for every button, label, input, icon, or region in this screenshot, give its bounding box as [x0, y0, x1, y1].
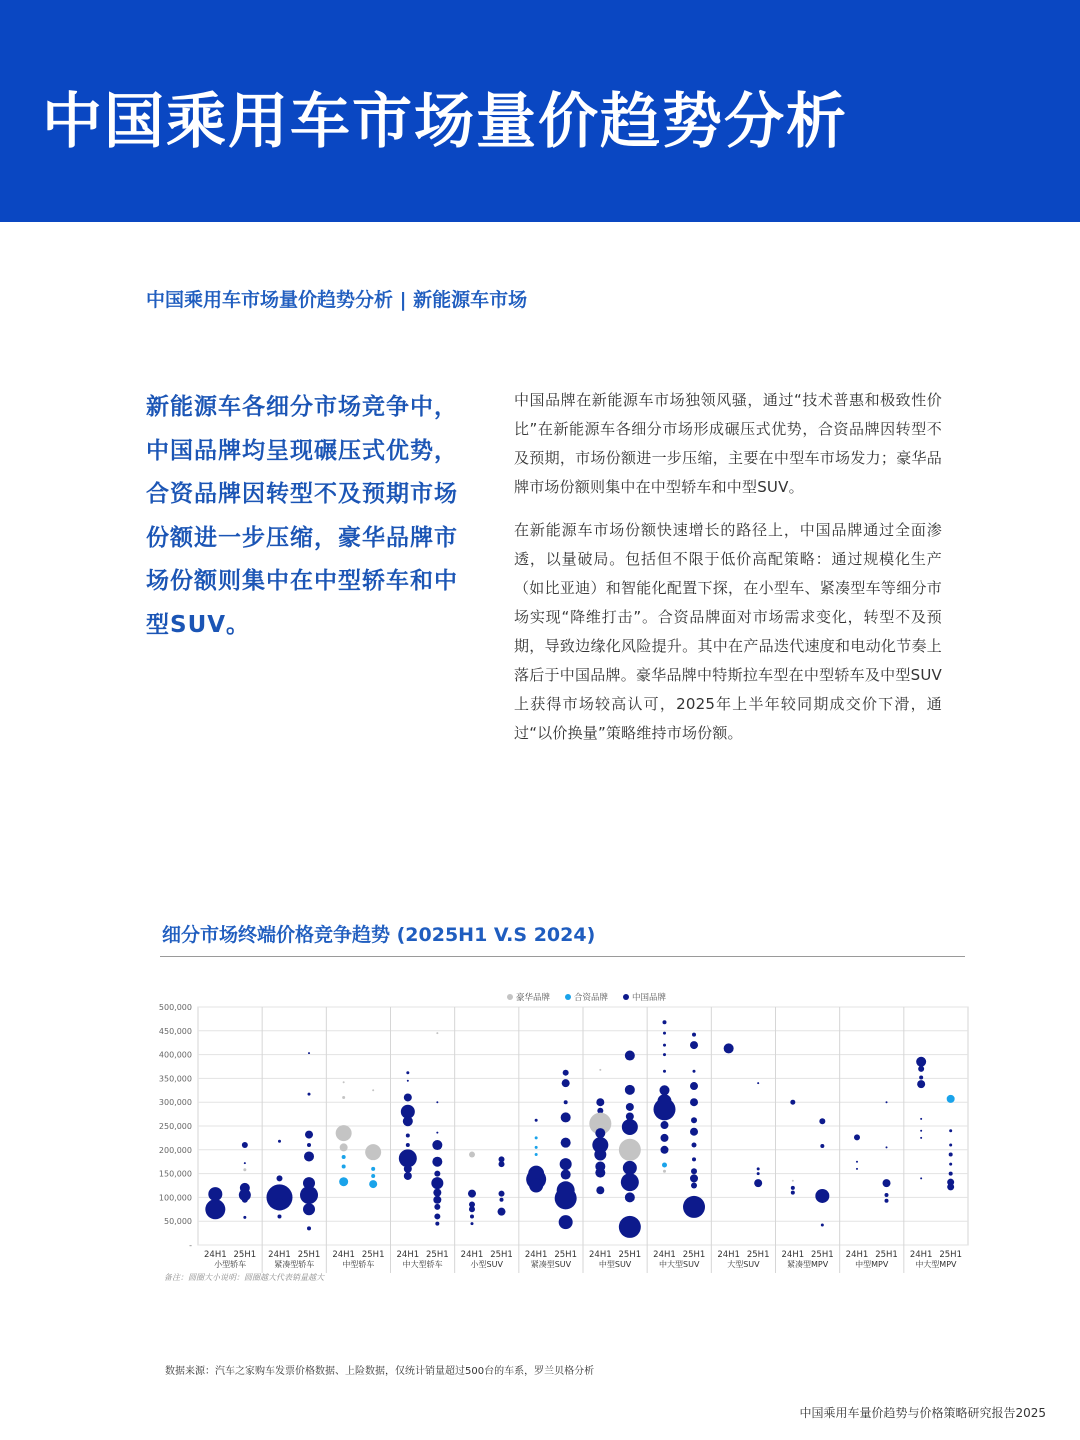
data-bubble — [690, 1128, 698, 1136]
data-bubble — [595, 1168, 605, 1178]
data-bubble — [690, 1174, 698, 1182]
data-bubble — [815, 1189, 829, 1203]
data-bubble — [619, 1216, 641, 1238]
data-bubble — [535, 1146, 538, 1149]
data-bubble — [434, 1204, 440, 1210]
data-bubble — [307, 1226, 311, 1230]
data-bubble — [949, 1163, 952, 1166]
data-bubble — [626, 1103, 634, 1111]
data-bubble — [436, 1101, 438, 1103]
data-bubble — [561, 1170, 571, 1180]
x-period-label: 25H1 — [618, 1250, 642, 1260]
data-bubble — [792, 1180, 794, 1182]
legend-marker — [565, 994, 571, 1000]
data-bubble — [342, 1155, 346, 1159]
y-tick-label: 500,000 — [158, 1003, 192, 1012]
y-tick-label: 100,000 — [158, 1193, 192, 1203]
chart-note: 备注：圆圈大小说明：圆圈越大代表销量越大 — [164, 1273, 324, 1282]
data-bubble — [406, 1071, 409, 1074]
data-bubble — [856, 1161, 858, 1163]
data-bubble — [468, 1190, 476, 1198]
x-period-label: 24H1 — [717, 1250, 740, 1260]
data-bubble — [434, 1213, 440, 1219]
data-bubble — [432, 1140, 442, 1150]
data-bubble — [790, 1100, 795, 1105]
body-paragraph-1: 中国品牌在新能源车市场独领风骚，通过“技术普惠和极致性价比”在新能源车各细分市场形成碾压式优势，合资品牌因转型不及预期，市场份额进一步压缩，主要在中型车市场发力；豪华品牌市场份额则集中在中型轿车和中型SUV。 — [514, 391, 942, 496]
data-bubble — [791, 1191, 795, 1195]
data-bubble — [663, 1053, 666, 1056]
x-period-label: 25H1 — [554, 1250, 577, 1260]
legend-label: 合资品牌 — [574, 993, 609, 1003]
x-period-label: 24H1 — [524, 1250, 548, 1260]
data-bubble — [920, 1177, 922, 1179]
data-bubble — [535, 1119, 538, 1122]
data-bubble — [208, 1187, 222, 1201]
legend-marker — [507, 994, 513, 1000]
legend-marker — [623, 994, 629, 1000]
x-period-label: 24H1 — [909, 1250, 933, 1260]
data-bubble — [625, 1192, 635, 1202]
data-bubble — [919, 1075, 923, 1079]
page-title: 中国乘用车市场量价趋势分析 — [42, 87, 848, 157]
data-bubble — [854, 1134, 860, 1140]
data-bubble — [560, 1158, 572, 1170]
data-bubble — [343, 1081, 345, 1083]
data-bubble — [886, 1146, 888, 1148]
data-bubble — [372, 1089, 374, 1091]
data-bubble — [660, 1146, 668, 1154]
data-bubble — [599, 1069, 601, 1071]
data-bubble — [757, 1167, 760, 1170]
data-bubble — [561, 1138, 571, 1148]
data-bubble — [949, 1172, 953, 1176]
data-bubble — [621, 1173, 639, 1191]
data-bubble — [303, 1203, 315, 1215]
data-bubble — [757, 1172, 760, 1175]
legend-label: 中国品牌 — [632, 993, 667, 1003]
data-bubble — [432, 1157, 442, 1167]
x-period-label: 25H1 — [361, 1250, 385, 1260]
data-bubble — [885, 1193, 889, 1197]
body-text — [514, 386, 942, 762]
x-period-label: 24H1 — [589, 1250, 612, 1260]
data-bubble — [920, 1137, 922, 1139]
y-tick-label: 250,000 — [158, 1122, 192, 1131]
data-bubble — [404, 1093, 412, 1101]
x-period-label: 25H1 — [490, 1250, 513, 1260]
data-bubble — [622, 1119, 638, 1135]
data-bubble — [436, 1032, 438, 1034]
y-tick-label: 150,000 — [158, 1169, 192, 1179]
bubble-chart — [150, 985, 980, 1285]
data-bubble — [273, 1199, 285, 1211]
data-bubble — [305, 1131, 313, 1139]
data-bubble — [277, 1214, 281, 1218]
data-bubble — [243, 1216, 246, 1219]
data-bubble — [754, 1179, 762, 1187]
data-bubble — [403, 1116, 413, 1126]
x-segment-label: 中型轿车 — [342, 1260, 375, 1269]
y-tick-label: 200,000 — [158, 1145, 192, 1155]
data-bubble — [820, 1144, 824, 1148]
data-bubble — [690, 1082, 698, 1090]
data-bubble — [404, 1165, 412, 1173]
data-bubble — [307, 1143, 311, 1147]
data-bubble — [663, 1070, 666, 1073]
data-bubble — [757, 1082, 759, 1084]
data-bubble — [342, 1164, 346, 1168]
y-tick-label: 300,000 — [158, 1098, 192, 1108]
x-period-label: 24H1 — [396, 1250, 420, 1260]
data-bubble — [594, 1149, 606, 1161]
data-bubble — [660, 1121, 668, 1129]
data-bubble — [564, 1100, 568, 1104]
data-bubble — [947, 1095, 955, 1103]
x-period-label: 24H1 — [204, 1250, 227, 1260]
data-bubble — [308, 1093, 311, 1096]
x-period-label: 24H1 — [268, 1250, 291, 1260]
data-bubble — [918, 1066, 924, 1072]
data-bubble — [690, 1098, 698, 1106]
data-bubble — [663, 1044, 666, 1047]
data-bubble — [469, 1206, 475, 1212]
x-segment-label: 中大型轿车 — [402, 1260, 443, 1269]
data-bubble — [691, 1168, 697, 1174]
data-bubble — [340, 1143, 348, 1151]
x-period-label: 25H1 — [939, 1250, 962, 1260]
data-bubble — [563, 1070, 569, 1076]
data-bubble — [404, 1172, 412, 1180]
data-bubble — [619, 1139, 641, 1161]
x-segment-label: 紧凑型SUV — [530, 1260, 572, 1269]
chart-title-divider — [160, 956, 965, 957]
data-bubble — [336, 1125, 352, 1141]
data-bubble — [886, 1101, 888, 1103]
data-bubble — [883, 1179, 891, 1187]
x-segment-label: 中型SUV — [598, 1260, 632, 1269]
x-segment-label: 中大型SUV — [659, 1260, 700, 1269]
x-period-label: 24H1 — [653, 1250, 676, 1260]
header-banner — [0, 0, 1080, 222]
data-bubble — [662, 1163, 667, 1168]
data-bubble — [205, 1199, 225, 1219]
data-bubble — [243, 1168, 246, 1171]
data-bubble — [690, 1041, 698, 1049]
x-period-label: 25H1 — [297, 1250, 321, 1260]
data-bubble — [692, 1033, 696, 1037]
data-bubble — [856, 1168, 858, 1170]
data-bubble — [470, 1222, 473, 1225]
data-bubble — [949, 1144, 952, 1147]
data-bubble — [663, 1170, 666, 1173]
data-bubble — [339, 1177, 348, 1186]
data-bubble — [304, 1151, 314, 1161]
data-bubble — [278, 1140, 281, 1143]
report-footer: 中国乘用车量价趋势与价格策略研究报告2025 — [799, 1406, 1046, 1420]
x-period-label: 24H1 — [460, 1250, 484, 1260]
data-bubble — [308, 1052, 310, 1054]
x-segment-label: 小型SUV — [470, 1260, 503, 1269]
data-bubble — [692, 1157, 696, 1161]
data-bubble — [947, 1183, 954, 1190]
body-paragraph-2: 在新能源车市场份额快速增长的路径上，中国品牌通过全面渗透，以量破局。包括但不限于低价高配策略：通过规模化生产（如比亚迪）和智能化配置下探，在小型车、紧凑型车等细分市场实现“降维打击”。合资品牌面对市场需求变化，转型不及预期，导致边缘化风险提升。其中在产品迭代速度和电动化节奏上落后于中国品牌。豪华品牌中特斯拉车型在中型轿车及中型SUV上获得市场较高认可，2025年上半年较同期成交价下滑，通过“以价换量”策略维持市场份额。 — [514, 521, 942, 742]
data-bubble — [562, 1079, 570, 1087]
data-bubble — [433, 1196, 441, 1204]
x-period-label: 25H1 — [875, 1250, 898, 1260]
data-bubble — [691, 1117, 697, 1123]
data-bubble — [535, 1153, 538, 1156]
data-bubble — [470, 1214, 474, 1218]
data-source-note: 数据来源：汽车之家购车发票价格数据、上险数据，仅统计销量超过500台的车系，罗兰贝格分析 — [165, 1366, 595, 1377]
y-tick-label: 50,000 — [164, 1217, 192, 1227]
data-bubble — [663, 1032, 666, 1035]
data-bubble — [625, 1085, 635, 1095]
data-bubble — [949, 1153, 953, 1157]
y-tick-label: 400,000 — [158, 1050, 192, 1060]
x-period-label: 25H1 — [426, 1250, 449, 1260]
data-bubble — [499, 1161, 505, 1167]
data-bubble — [693, 1070, 696, 1073]
data-bubble — [692, 1143, 697, 1148]
section-breadcrumb: 中国乘用车市场量价趋势分析 | 新能源车市场 — [146, 289, 528, 311]
data-bubble — [529, 1179, 543, 1193]
data-bubble — [916, 1057, 926, 1067]
data-bubble — [342, 1096, 345, 1099]
data-bubble — [559, 1215, 573, 1229]
data-bubble — [596, 1098, 604, 1106]
data-bubble — [242, 1142, 248, 1148]
data-bubble — [821, 1224, 824, 1227]
data-bubble — [499, 1191, 505, 1197]
data-bubble — [244, 1162, 246, 1164]
data-bubble — [433, 1189, 441, 1197]
data-bubble — [406, 1143, 410, 1147]
data-bubble — [885, 1199, 889, 1203]
y-tick-label: - — [189, 1241, 192, 1250]
data-bubble — [949, 1129, 952, 1132]
chart-title: 细分市场终端价格竞争趋势 (2025H1 V.S 2024) — [162, 924, 596, 946]
x-period-label: 25H1 — [233, 1250, 257, 1260]
data-bubble — [469, 1152, 475, 1158]
x-period-label: 24H1 — [845, 1250, 869, 1260]
data-bubble — [406, 1134, 410, 1138]
x-segment-label: 小型轿车 — [214, 1260, 247, 1269]
data-bubble — [653, 1098, 675, 1120]
x-period-label: 24H1 — [781, 1250, 805, 1260]
x-period-label: 24H1 — [332, 1250, 355, 1260]
data-bubble — [595, 1128, 605, 1138]
data-bubble — [242, 1197, 248, 1203]
data-bubble — [659, 1085, 669, 1095]
data-bubble — [920, 1118, 922, 1120]
data-bubble — [920, 1130, 922, 1132]
data-bubble — [431, 1177, 443, 1189]
data-bubble — [917, 1080, 925, 1088]
data-bubble — [596, 1186, 604, 1194]
data-bubble — [623, 1161, 637, 1175]
data-bubble — [399, 1149, 417, 1167]
data-bubble — [369, 1180, 377, 1188]
x-period-label: 25H1 — [811, 1250, 834, 1260]
data-bubble — [724, 1043, 734, 1053]
data-bubble — [407, 1080, 409, 1082]
y-tick-label: 450,000 — [158, 1026, 192, 1036]
data-bubble — [371, 1167, 375, 1171]
x-segment-label: 紧凑型MPV — [786, 1260, 829, 1269]
data-bubble — [436, 1132, 438, 1134]
data-bubble — [555, 1187, 577, 1209]
data-bubble — [660, 1134, 668, 1142]
data-bubble — [683, 1196, 705, 1218]
data-bubble — [819, 1118, 825, 1124]
x-segment-label: 中型MPV — [855, 1260, 889, 1269]
data-bubble — [498, 1208, 506, 1216]
lead-summary: 新能源车各细分市场竞争中，中国品牌均呈现碾压式优势，合资品牌因转型不及预期市场份额进一步压缩，豪华品牌市场份额则集中在中型轿车和中型SUV。 — [146, 394, 458, 638]
data-bubble — [276, 1175, 282, 1181]
data-bubble — [371, 1174, 375, 1178]
x-segment-label: 大型SUV — [727, 1260, 760, 1269]
x-period-label: 25H1 — [746, 1250, 770, 1260]
data-bubble — [300, 1186, 318, 1204]
data-bubble — [365, 1144, 381, 1160]
data-bubble — [625, 1051, 635, 1061]
data-bubble — [662, 1020, 666, 1024]
y-tick-label: 350,000 — [158, 1074, 192, 1084]
data-bubble — [434, 1171, 440, 1177]
x-period-label: 25H1 — [682, 1250, 706, 1260]
data-bubble — [435, 1222, 439, 1226]
legend-label: 豪华品牌 — [516, 993, 551, 1003]
data-bubble — [561, 1112, 571, 1122]
data-bubble — [500, 1198, 504, 1202]
x-segment-label: 中大型MPV — [915, 1260, 957, 1269]
data-bubble — [691, 1183, 697, 1189]
data-bubble — [791, 1186, 795, 1190]
data-bubble — [535, 1136, 538, 1139]
x-segment-label: 紧凑型轿车 — [274, 1260, 315, 1269]
